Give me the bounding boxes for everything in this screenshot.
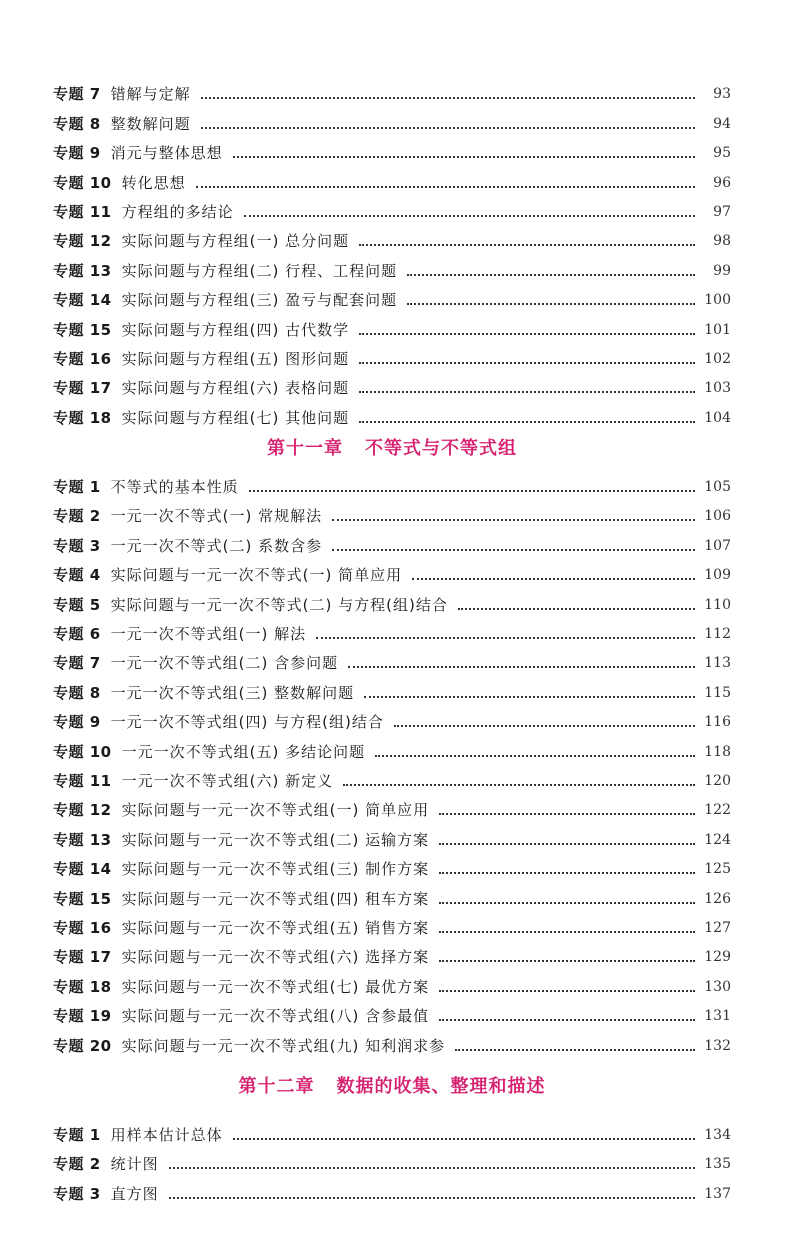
page-number: 115 xyxy=(704,684,731,701)
entry-label: 专题 12 xyxy=(53,801,112,820)
toc-entry[interactable] xyxy=(53,761,731,790)
page-number: 120 xyxy=(704,772,731,789)
page-number: 112 xyxy=(704,626,731,643)
toc-entry[interactable] xyxy=(53,555,731,584)
page-number: 110 xyxy=(704,596,731,613)
toc-entry[interactable] xyxy=(53,1144,731,1173)
dot-leader xyxy=(439,843,695,845)
dot-leader xyxy=(455,1049,695,1051)
entry-title: 方程组的多结论 xyxy=(121,202,234,221)
entry-label: 专题 13 xyxy=(53,830,112,849)
entry-title: 实际问题与一元一次不等式组(二) 运输方案 xyxy=(121,830,430,849)
table-of-contents xyxy=(53,74,731,1203)
page-number: 100 xyxy=(704,292,731,309)
dot-leader xyxy=(364,696,695,698)
entry-title: 统计图 xyxy=(110,1155,159,1174)
entry-title: 错解与定解 xyxy=(110,85,191,104)
entry-title: 实际问题与方程组(二) 行程、工程问题 xyxy=(121,261,398,280)
dot-leader xyxy=(439,1019,695,1021)
entry-title: 实际问题与方程组(五) 图形问题 xyxy=(121,349,350,368)
entry-title: 一元一次不等式(一) 常规解法 xyxy=(110,507,323,526)
page-number: 94 xyxy=(713,115,731,132)
dot-leader xyxy=(359,362,695,364)
toc-entry[interactable] xyxy=(53,790,731,819)
page-number: 132 xyxy=(704,1037,731,1054)
dot-leader xyxy=(359,391,695,393)
dot-leader xyxy=(407,303,695,305)
dot-leader xyxy=(439,872,695,874)
entry-title: 实际问题与一元一次不等式(二) 与方程(组)结合 xyxy=(110,595,448,614)
dot-leader xyxy=(196,186,695,188)
entry-title: 直方图 xyxy=(110,1184,159,1203)
entry-label: 专题 16 xyxy=(53,349,112,368)
page-number: 135 xyxy=(704,1156,731,1173)
entry-label: 专题 20 xyxy=(53,1036,112,1055)
entry-title: 实际问题与一元一次不等式组(七) 最优方案 xyxy=(121,977,430,996)
entry-title: 一元一次不等式组(五) 多结论问题 xyxy=(121,742,366,761)
entry-title: 一元一次不等式组(二) 含参问题 xyxy=(110,654,339,673)
entry-title: 实际问题与一元一次不等式组(三) 制作方案 xyxy=(121,860,430,879)
toc-entry[interactable] xyxy=(53,1173,731,1202)
toc-entry[interactable] xyxy=(53,133,731,162)
chapter-heading xyxy=(53,427,731,467)
entry-label: 专题 1 xyxy=(53,478,101,497)
page-number: 98 xyxy=(713,233,731,250)
toc-entry[interactable] xyxy=(53,250,731,279)
entry-label: 专题 9 xyxy=(53,713,101,732)
page-number: 113 xyxy=(704,655,731,672)
entry-label: 专题 8 xyxy=(53,114,101,133)
entry-label: 专题 6 xyxy=(53,625,101,644)
toc-entry[interactable] xyxy=(53,584,731,613)
page-number: 104 xyxy=(704,409,731,426)
toc-entry[interactable] xyxy=(53,309,731,338)
dot-leader xyxy=(394,725,695,727)
entry-label: 专题 5 xyxy=(53,595,101,614)
entry-label: 专题 13 xyxy=(53,261,112,280)
page-number: 99 xyxy=(713,262,731,279)
page-number: 131 xyxy=(704,1008,731,1025)
entry-title: 实际问题与方程组(四) 古代数学 xyxy=(121,320,350,339)
entry-title: 一元一次不等式(二) 系数含参 xyxy=(110,536,323,555)
dot-leader xyxy=(439,990,695,992)
entry-label: 专题 3 xyxy=(53,1184,101,1203)
entry-label: 专题 8 xyxy=(53,683,101,702)
entry-label: 专题 18 xyxy=(53,408,112,427)
entry-label: 专题 2 xyxy=(53,507,101,526)
page-number: 125 xyxy=(704,861,731,878)
chapter-number: 第十二章 xyxy=(238,1075,315,1097)
entry-title: 实际问题与一元一次不等式组(一) 简单应用 xyxy=(121,801,430,820)
dot-leader xyxy=(244,215,695,217)
toc-entry[interactable] xyxy=(53,1115,731,1144)
toc-entry[interactable] xyxy=(53,966,731,995)
dot-leader xyxy=(407,274,695,276)
toc-entry[interactable] xyxy=(53,819,731,848)
chapter-heading xyxy=(53,1055,731,1115)
toc-entry[interactable] xyxy=(53,280,731,309)
entry-title: 实际问题与一元一次不等式组(九) 知利润求参 xyxy=(121,1036,446,1055)
entry-label: 专题 1 xyxy=(53,1125,101,1144)
toc-entry[interactable] xyxy=(53,74,731,103)
toc-entry[interactable] xyxy=(53,1025,731,1054)
page-number: 109 xyxy=(704,567,731,584)
toc-entry[interactable] xyxy=(53,878,731,907)
dot-leader xyxy=(359,244,695,246)
chapter-number: 第十一章 xyxy=(267,437,343,459)
entry-label: 专题 17 xyxy=(53,379,112,398)
dot-leader xyxy=(316,637,695,639)
page-number: 124 xyxy=(704,831,731,848)
entry-label: 专题 9 xyxy=(53,144,101,163)
toc-entry[interactable] xyxy=(53,103,731,132)
dot-leader xyxy=(412,578,695,580)
dot-leader xyxy=(169,1197,695,1199)
dot-leader xyxy=(332,519,695,521)
page-number: 103 xyxy=(704,380,731,397)
toc-entry[interactable] xyxy=(53,643,731,672)
page-number: 105 xyxy=(704,479,731,496)
dot-leader xyxy=(201,127,695,129)
entry-title: 一元一次不等式组(六) 新定义 xyxy=(121,771,334,790)
dot-leader xyxy=(343,784,695,786)
entry-label: 专题 11 xyxy=(53,202,112,221)
toc-entry[interactable] xyxy=(53,937,731,966)
entry-title: 实际问题与方程组(一) 总分问题 xyxy=(121,232,350,251)
page-number: 102 xyxy=(704,350,731,367)
entry-label: 专题 12 xyxy=(53,232,112,251)
entry-title: 转化思想 xyxy=(121,173,186,192)
entry-title: 实际问题与方程组(七) 其他问题 xyxy=(121,408,350,427)
page-number: 129 xyxy=(704,949,731,966)
page-number: 96 xyxy=(713,174,731,191)
dot-leader xyxy=(233,156,695,158)
entry-label: 专题 4 xyxy=(53,566,101,585)
chapter-title: 不等式与不等式组 xyxy=(365,437,517,459)
dot-leader xyxy=(458,608,695,610)
toc-entry[interactable] xyxy=(53,731,731,760)
entry-title: 消元与整体思想 xyxy=(110,144,223,163)
toc-entry[interactable] xyxy=(53,614,731,643)
dot-leader xyxy=(332,549,695,551)
entry-label: 专题 18 xyxy=(53,977,112,996)
toc-entry[interactable] xyxy=(53,672,731,701)
chapter-title: 数据的收集、整理和描述 xyxy=(336,1075,546,1097)
page-number: 127 xyxy=(704,919,731,936)
entry-title: 整数解问题 xyxy=(110,114,191,133)
page-number: 122 xyxy=(704,802,731,819)
entry-label: 专题 15 xyxy=(53,889,112,908)
dot-leader xyxy=(359,421,695,423)
toc-entry[interactable] xyxy=(53,162,731,191)
dot-leader xyxy=(439,960,695,962)
dot-leader xyxy=(249,490,695,492)
entry-title: 实际问题与一元一次不等式(一) 简单应用 xyxy=(110,566,403,585)
entry-label: 专题 7 xyxy=(53,85,101,104)
dot-leader xyxy=(375,755,695,757)
page-number: 93 xyxy=(713,86,731,103)
entry-label: 专题 19 xyxy=(53,1007,112,1026)
toc-entry[interactable] xyxy=(53,368,731,397)
page-number: 134 xyxy=(704,1126,731,1143)
dot-leader xyxy=(201,97,695,99)
toc-entry[interactable] xyxy=(53,192,731,221)
entry-title: 实际问题与一元一次不等式组(八) 含参最值 xyxy=(121,1007,430,1026)
toc-entry[interactable] xyxy=(53,221,731,250)
entry-label: 专题 15 xyxy=(53,320,112,339)
entry-label: 专题 16 xyxy=(53,918,112,937)
dot-leader xyxy=(439,931,695,933)
page-number: 130 xyxy=(704,978,731,995)
entry-title: 用样本估计总体 xyxy=(110,1125,223,1144)
toc-entry[interactable] xyxy=(53,908,731,937)
entry-label: 专题 2 xyxy=(53,1155,101,1174)
toc-entry[interactable] xyxy=(53,996,731,1025)
entry-title: 一元一次不等式组(三) 整数解问题 xyxy=(110,683,355,702)
toc-entry[interactable] xyxy=(53,525,731,554)
entry-title: 不等式的基本性质 xyxy=(110,478,239,497)
page-number: 106 xyxy=(704,508,731,525)
entry-title: 实际问题与一元一次不等式组(四) 租车方案 xyxy=(121,889,430,908)
page-number: 116 xyxy=(704,714,731,731)
entry-label: 专题 10 xyxy=(53,742,112,761)
page-number: 137 xyxy=(704,1185,731,1202)
page-number: 101 xyxy=(704,321,731,338)
page-number: 118 xyxy=(704,743,731,760)
toc-entry[interactable] xyxy=(53,496,731,525)
page-number: 97 xyxy=(713,203,731,220)
toc-entry[interactable] xyxy=(53,467,731,496)
dot-leader xyxy=(169,1167,695,1169)
entry-title: 实际问题与一元一次不等式组(六) 选择方案 xyxy=(121,948,430,967)
entry-label: 专题 7 xyxy=(53,654,101,673)
page-number: 95 xyxy=(713,145,731,162)
dot-leader xyxy=(439,813,695,815)
entry-label: 专题 17 xyxy=(53,948,112,967)
entry-label: 专题 3 xyxy=(53,536,101,555)
dot-leader xyxy=(348,666,695,668)
toc-entry[interactable] xyxy=(53,702,731,731)
page-number: 126 xyxy=(704,890,731,907)
entry-title: 实际问题与一元一次不等式组(五) 销售方案 xyxy=(121,918,430,937)
entry-label: 专题 10 xyxy=(53,173,112,192)
entry-title: 一元一次不等式组(一) 解法 xyxy=(110,625,307,644)
page-number: 107 xyxy=(704,537,731,554)
dot-leader xyxy=(359,333,695,335)
toc-entry[interactable] xyxy=(53,397,731,426)
entry-label: 专题 14 xyxy=(53,860,112,879)
entry-label: 专题 14 xyxy=(53,291,112,310)
entry-label: 专题 11 xyxy=(53,771,112,790)
toc-entry[interactable] xyxy=(53,849,731,878)
entry-title: 一元一次不等式组(四) 与方程(组)结合 xyxy=(110,713,384,732)
dot-leader xyxy=(233,1138,695,1140)
entry-title: 实际问题与方程组(三) 盈亏与配套问题 xyxy=(121,291,398,310)
dot-leader xyxy=(439,902,695,904)
entry-title: 实际问题与方程组(六) 表格问题 xyxy=(121,379,350,398)
toc-entry[interactable] xyxy=(53,339,731,368)
